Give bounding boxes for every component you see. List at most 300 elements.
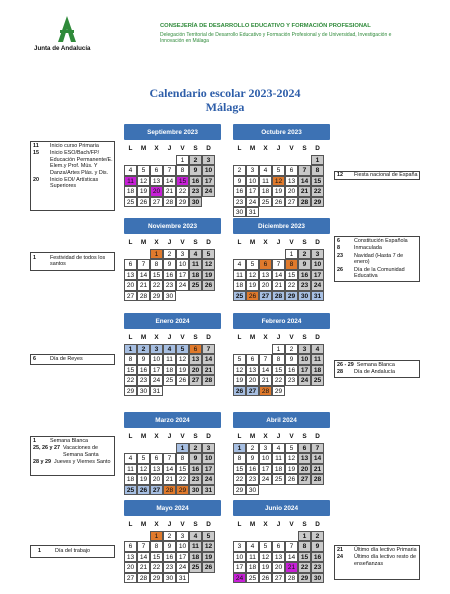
- month-title: Febrero 2024: [233, 313, 330, 329]
- day-cell: 1: [124, 344, 137, 354]
- month-title: Enero 2024: [124, 313, 221, 329]
- weekday-label: J: [276, 238, 281, 246]
- day-cell: 7: [137, 259, 150, 269]
- org-title: CONSEJERÍA DE DESARROLLO EDUCATIVO Y FORMACIÓN PROFESIONAL: [160, 23, 371, 29]
- day-cell: 29: [150, 573, 163, 583]
- day-cell: 8: [233, 453, 246, 463]
- day-cell: 20: [298, 464, 311, 474]
- weekday-label: L: [128, 333, 133, 341]
- empty-cell: [163, 443, 176, 453]
- day-cell: 19: [246, 280, 259, 290]
- weekday-header: [233, 141, 330, 155]
- day-cell: 28: [163, 485, 176, 495]
- day-cell: 1: [233, 443, 246, 453]
- day-cell: 9: [163, 259, 176, 269]
- day-cell: 18: [124, 474, 137, 484]
- day-cell: 1: [150, 249, 163, 259]
- day-cell: 13: [189, 354, 202, 364]
- day-cell: 16: [189, 176, 202, 186]
- day-cell: 12: [259, 552, 272, 562]
- note-item: [33, 143, 113, 149]
- weekday-label: X: [263, 238, 268, 246]
- day-cell: 17: [176, 552, 189, 562]
- weekday-label: L: [237, 520, 242, 528]
- day-grid: [233, 249, 330, 301]
- day-cell: 23: [246, 474, 259, 484]
- note-text: Día de Andalucía: [354, 369, 396, 376]
- day-cell: 7: [202, 344, 215, 354]
- day-cell: 11: [311, 354, 324, 364]
- day-cell: 15: [176, 464, 189, 474]
- day-cell: 9: [189, 453, 202, 463]
- weekday-label: D: [315, 333, 320, 341]
- day-cell: 6: [246, 354, 259, 364]
- note-date: 28 y 29: [33, 459, 51, 466]
- weekday-header: [124, 235, 221, 249]
- day-cell: 24: [150, 375, 163, 385]
- day-cell: 23: [298, 280, 311, 290]
- weekday-label: M: [140, 520, 147, 528]
- day-grid: [124, 155, 221, 207]
- note-date: 1: [38, 548, 41, 554]
- note-item: [33, 445, 113, 458]
- weekday-label: D: [206, 144, 211, 152]
- weekday-label: J: [167, 520, 172, 528]
- note-item: [337, 172, 419, 178]
- weekday-label: L: [237, 333, 242, 341]
- day-cell: 15: [176, 176, 189, 186]
- note-text: Último día lectivo resto de enseñanzas: [354, 554, 417, 567]
- day-cell: 18: [311, 365, 324, 375]
- day-cell: 31: [150, 386, 163, 396]
- day-cell: 23: [163, 562, 176, 572]
- day-cell: 12: [202, 259, 215, 269]
- day-cell: 25: [124, 485, 137, 495]
- note-text: Vacaciones de Semana Santa: [62, 445, 99, 458]
- day-cell: 26: [137, 197, 150, 207]
- day-cell: 10: [233, 552, 246, 562]
- day-cell: 20: [285, 186, 298, 196]
- day-cell: 17: [176, 270, 189, 280]
- day-cell: 10: [259, 453, 272, 463]
- weekday-label: M: [249, 238, 256, 246]
- day-cell: 14: [259, 365, 272, 375]
- note-item: [337, 554, 419, 567]
- day-cell: 16: [189, 464, 202, 474]
- weekday-label: L: [128, 144, 133, 152]
- empty-cell: [285, 155, 298, 165]
- day-cell: 4: [246, 541, 259, 551]
- day-grid: [233, 531, 330, 583]
- weekday-label: J: [276, 432, 281, 440]
- day-cell: 5: [285, 443, 298, 453]
- note-text: Constitución Española: [354, 238, 408, 244]
- day-cell: 14: [163, 464, 176, 474]
- month-block: [124, 412, 221, 495]
- day-cell: 11: [124, 176, 137, 186]
- day-cell: 25: [189, 280, 202, 290]
- day-cell: 3: [202, 155, 215, 165]
- weekday-label: J: [276, 520, 281, 528]
- day-cell: 7: [163, 453, 176, 463]
- day-cell: 31: [246, 207, 259, 217]
- day-cell: 26: [246, 291, 259, 301]
- weekday-label: V: [180, 333, 185, 341]
- day-cell: 3: [150, 344, 163, 354]
- day-cell: 3: [259, 443, 272, 453]
- day-cell: 23: [189, 186, 202, 196]
- day-cell: 2: [298, 249, 311, 259]
- day-cell: 15: [124, 365, 137, 375]
- weekday-label: S: [193, 333, 198, 341]
- day-cell: 23: [233, 197, 246, 207]
- day-cell: 14: [298, 176, 311, 186]
- day-cell: 8: [176, 165, 189, 175]
- day-cell: 17: [311, 270, 324, 280]
- month-title: Marzo 2024: [124, 412, 221, 428]
- note-item: [33, 459, 113, 465]
- day-cell: 10: [298, 354, 311, 364]
- day-cell: 22: [124, 375, 137, 385]
- day-cell: 25: [259, 197, 272, 207]
- day-cell: 17: [298, 365, 311, 375]
- day-cell: 29: [298, 573, 311, 583]
- day-cell: 2: [189, 443, 202, 453]
- note-item: [33, 255, 113, 268]
- note-text: Día del trabajo: [55, 548, 91, 554]
- day-cell: 30: [163, 291, 176, 301]
- weekday-label: X: [154, 238, 159, 246]
- day-cell: 26: [285, 474, 298, 484]
- day-cell: 11: [272, 453, 285, 463]
- day-cell: 15: [285, 270, 298, 280]
- weekday-label: V: [180, 432, 185, 440]
- weekday-header: [233, 429, 330, 443]
- day-cell: 27: [298, 474, 311, 484]
- day-cell: 15: [272, 365, 285, 375]
- day-cell: 25: [124, 197, 137, 207]
- day-cell: 28: [298, 197, 311, 207]
- page-subtitle: Málaga: [205, 100, 245, 114]
- day-cell: 31: [176, 573, 189, 583]
- note-text: Fiesta nacional de España: [354, 172, 418, 178]
- weekday-header: [124, 141, 221, 155]
- empty-cell: [137, 531, 150, 541]
- day-cell: 30: [233, 207, 246, 217]
- day-cell: 27: [150, 485, 163, 495]
- org-subtitle: Delegación Territorial de Desarrollo Educativo y Formación Profesional y de Universidad, Investigación e Innovación en Málaga: [160, 32, 392, 44]
- note-item: [337, 369, 419, 375]
- day-cell: 28: [311, 474, 324, 484]
- day-cell: 10: [202, 453, 215, 463]
- day-cell: 28: [137, 291, 150, 301]
- empty-cell: [298, 155, 311, 165]
- day-cell: 11: [189, 259, 202, 269]
- day-cell: 13: [285, 176, 298, 186]
- day-cell: 5: [259, 541, 272, 551]
- day-cell: 24: [259, 474, 272, 484]
- day-grid: [124, 443, 221, 495]
- empty-cell: [150, 443, 163, 453]
- day-cell: 24: [298, 375, 311, 385]
- day-cell: 7: [298, 165, 311, 175]
- day-cell: 6: [272, 541, 285, 551]
- day-cell: 11: [246, 552, 259, 562]
- day-cell: 3: [233, 541, 246, 551]
- weekday-label: D: [315, 432, 320, 440]
- day-cell: 28: [202, 375, 215, 385]
- day-cell: 25: [189, 562, 202, 572]
- day-cell: 17: [150, 365, 163, 375]
- note-item: [337, 238, 419, 244]
- weekday-label: M: [140, 238, 147, 246]
- day-cell: 4: [272, 443, 285, 453]
- day-cell: 12: [202, 541, 215, 551]
- weekday-header: [124, 517, 221, 531]
- weekday-header: [233, 330, 330, 344]
- day-cell: 11: [163, 354, 176, 364]
- note-item: [33, 356, 113, 362]
- day-cell: 4: [189, 249, 202, 259]
- weekday-label: V: [180, 144, 185, 152]
- day-cell: 1: [272, 344, 285, 354]
- day-cell: 27: [124, 291, 137, 301]
- month-title: Octubre 2023: [233, 124, 330, 140]
- note-item: [33, 177, 113, 190]
- day-cell: 22: [176, 186, 189, 196]
- note-date: 6: [337, 238, 340, 244]
- weekday-label: S: [302, 144, 307, 152]
- weekday-label: J: [167, 238, 172, 246]
- note-text: Inicio curso Primaria: [50, 143, 99, 149]
- day-cell: 30: [163, 573, 176, 583]
- note-date: 26: [337, 266, 343, 273]
- day-cell: 4: [163, 344, 176, 354]
- day-cell: 7: [285, 541, 298, 551]
- day-cell: 23: [137, 375, 150, 385]
- day-cell: 20: [124, 562, 137, 572]
- day-cell: 18: [189, 552, 202, 562]
- day-cell: 29: [285, 291, 298, 301]
- day-cell: 25: [311, 375, 324, 385]
- day-cell: 19: [202, 270, 215, 280]
- note-date: 20: [33, 177, 39, 184]
- day-cell: 13: [150, 464, 163, 474]
- day-cell: 13: [246, 365, 259, 375]
- note-text: Inicio ESO/Bach/FP/ Educación Permanente/E. Elem.y Prof. Mús. Y Danza/Artes Plás. y Dis.: [50, 150, 113, 176]
- day-cell: 24: [246, 197, 259, 207]
- day-cell: 26: [202, 562, 215, 572]
- day-cell: 6: [150, 165, 163, 175]
- day-cell: 14: [272, 270, 285, 280]
- weekday-label: M: [140, 333, 147, 341]
- day-cell: 18: [189, 270, 202, 280]
- empty-cell: [272, 249, 285, 259]
- day-cell: 24: [176, 562, 189, 572]
- day-cell: 14: [137, 552, 150, 562]
- day-cell: 2: [285, 344, 298, 354]
- day-cell: 15: [150, 552, 163, 562]
- weekday-label: D: [315, 238, 320, 246]
- day-cell: 17: [259, 464, 272, 474]
- day-cell: 22: [233, 474, 246, 484]
- day-cell: 15: [298, 552, 311, 562]
- day-cell: 8: [124, 354, 137, 364]
- weekday-label: V: [180, 238, 185, 246]
- weekday-label: S: [302, 520, 307, 528]
- weekday-label: J: [167, 432, 172, 440]
- day-cell: 10: [202, 165, 215, 175]
- day-cell: 2: [233, 165, 246, 175]
- day-cell: 30: [298, 291, 311, 301]
- weekday-label: D: [206, 333, 211, 341]
- day-cell: 13: [124, 270, 137, 280]
- month-title: Abril 2024: [233, 412, 330, 428]
- day-cell: 4: [124, 165, 137, 175]
- day-cell: 3: [176, 531, 189, 541]
- weekday-label: S: [302, 238, 307, 246]
- day-cell: 5: [246, 259, 259, 269]
- day-cell: 22: [150, 280, 163, 290]
- weekday-label: S: [193, 238, 198, 246]
- day-cell: 20: [124, 280, 137, 290]
- empty-cell: [137, 443, 150, 453]
- day-cell: 13: [124, 552, 137, 562]
- weekday-header: [124, 330, 221, 344]
- note-item: [38, 548, 114, 554]
- empty-cell: [259, 531, 272, 541]
- page-title: Calendario escolar 2023-2024: [149, 86, 301, 100]
- weekday-label: M: [140, 432, 147, 440]
- day-cell: 26: [272, 197, 285, 207]
- empty-cell: [233, 344, 246, 354]
- empty-cell: [233, 155, 246, 165]
- empty-cell: [137, 155, 150, 165]
- day-cell: 28: [137, 573, 150, 583]
- day-cell: 21: [163, 186, 176, 196]
- weekday-label: M: [249, 333, 256, 341]
- weekday-label: M: [249, 432, 256, 440]
- weekday-label: V: [289, 333, 294, 341]
- note-text: Jueves y Viernes Santo: [54, 459, 111, 466]
- month-block: [124, 500, 221, 583]
- day-cell: 7: [163, 165, 176, 175]
- weekday-label: X: [154, 520, 159, 528]
- empty-cell: [259, 249, 272, 259]
- day-cell: 20: [150, 474, 163, 484]
- weekday-header: [233, 517, 330, 531]
- day-cell: 5: [272, 165, 285, 175]
- day-cell: 29: [311, 197, 324, 207]
- empty-cell: [163, 155, 176, 165]
- day-cell: 8: [285, 259, 298, 269]
- day-cell: 31: [202, 485, 215, 495]
- day-grid: [233, 155, 330, 217]
- day-cell: 21: [137, 280, 150, 290]
- empty-cell: [137, 249, 150, 259]
- junta-logo: [34, 15, 104, 55]
- empty-cell: [246, 249, 259, 259]
- day-grid: [233, 443, 330, 495]
- note-item: [337, 245, 419, 251]
- day-cell: 24: [202, 474, 215, 484]
- logo-text: Junta de Andalucía: [34, 45, 91, 52]
- note-date: 26 - 29: [337, 362, 354, 368]
- weekday-label: J: [167, 144, 172, 152]
- day-cell: 12: [285, 453, 298, 463]
- weekday-label: S: [302, 333, 307, 341]
- day-cell: 14: [285, 552, 298, 562]
- day-grid: [124, 531, 221, 583]
- notes-enero: [33, 356, 113, 363]
- day-cell: 18: [246, 562, 259, 572]
- note-date: 28: [337, 369, 343, 376]
- weekday-label: D: [206, 238, 211, 246]
- day-cell: 3: [298, 344, 311, 354]
- day-cell: 16: [298, 270, 311, 280]
- day-cell: 9: [285, 354, 298, 364]
- day-cell: 2: [163, 531, 176, 541]
- day-cell: 28: [163, 197, 176, 207]
- weekday-label: V: [289, 238, 294, 246]
- day-cell: 25: [163, 375, 176, 385]
- weekday-label: L: [237, 432, 242, 440]
- day-cell: 18: [233, 280, 246, 290]
- empty-cell: [124, 155, 137, 165]
- day-cell: 21: [272, 280, 285, 290]
- empty-cell: [259, 344, 272, 354]
- month-title: Diciembre 2023: [233, 218, 330, 234]
- day-cell: 9: [233, 176, 246, 186]
- header-block: [160, 23, 440, 44]
- day-cell: 9: [298, 259, 311, 269]
- day-cell: 4: [259, 165, 272, 175]
- day-cell: 22: [285, 280, 298, 290]
- weekday-header: [233, 235, 330, 249]
- day-cell: 14: [163, 176, 176, 186]
- weekday-label: J: [276, 144, 281, 152]
- notes-marzo: [33, 438, 113, 467]
- day-cell: 15: [233, 464, 246, 474]
- note-text: Día de la Comunidad Educativa: [354, 266, 405, 280]
- day-cell: 24: [176, 280, 189, 290]
- day-cell: 11: [124, 464, 137, 474]
- day-cell: 27: [259, 291, 272, 301]
- empty-cell: [259, 155, 272, 165]
- day-cell: 26: [259, 573, 272, 583]
- day-cell: 23: [285, 375, 298, 385]
- day-cell: 24: [311, 280, 324, 290]
- day-cell: 30: [189, 485, 202, 495]
- day-cell: 16: [285, 365, 298, 375]
- weekday-label: D: [315, 144, 320, 152]
- month-title: Noviembre 2023: [124, 218, 221, 234]
- day-cell: 21: [298, 186, 311, 196]
- day-cell: 6: [285, 165, 298, 175]
- month-block: [233, 412, 330, 495]
- day-cell: 14: [137, 270, 150, 280]
- notes-mayo: [38, 548, 114, 555]
- note-text: Navidad (Hasta 7 de enero): [354, 252, 404, 266]
- note-text: Semana Blanca: [356, 362, 395, 368]
- day-cell: 30: [311, 573, 324, 583]
- note-text: Inicio EOI/ Artísticas Superiores: [50, 177, 99, 190]
- day-cell: 27: [285, 197, 298, 207]
- day-cell: 11: [189, 541, 202, 551]
- day-cell: 3: [246, 165, 259, 175]
- note-text: Último día lectivo Primaria: [354, 547, 417, 553]
- day-cell: 29: [124, 386, 137, 396]
